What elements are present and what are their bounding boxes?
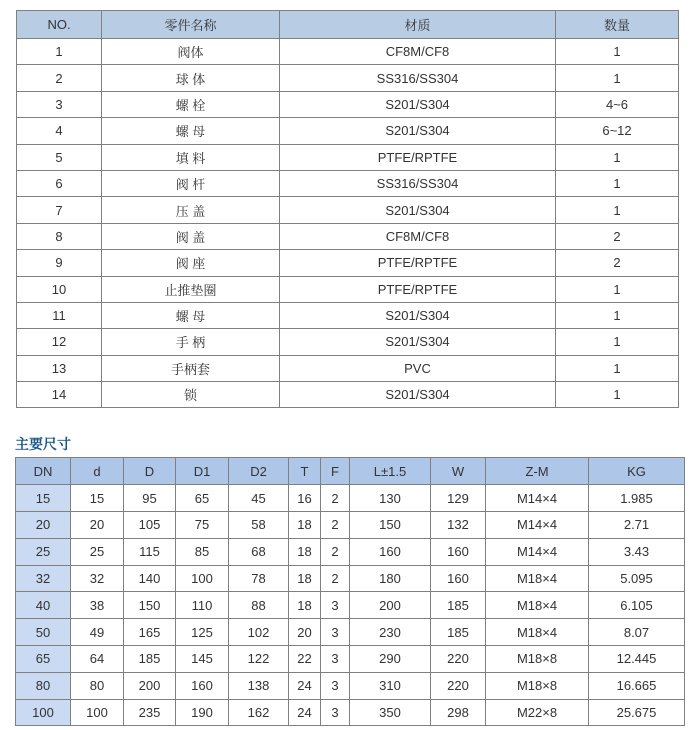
table-cell: 49 <box>71 619 124 646</box>
table-cell: 75 <box>176 512 229 539</box>
table-cell: 1 <box>556 302 679 328</box>
table-cell: 80 <box>16 672 71 699</box>
table-cell: 1 <box>556 197 679 223</box>
table-cell: 3 <box>321 699 350 726</box>
table-cell: 65 <box>176 485 229 512</box>
table-cell: 1 <box>556 382 679 408</box>
table-cell: 3 <box>321 672 350 699</box>
column-header: L±1.5 <box>350 458 431 485</box>
table-cell: 25 <box>16 538 71 565</box>
table-cell: 235 <box>124 699 176 726</box>
table-cell: 165 <box>124 619 176 646</box>
table-cell: 110 <box>176 592 229 619</box>
table-row <box>17 355 679 381</box>
table-row <box>16 619 685 646</box>
table-cell: 25 <box>71 538 124 565</box>
table-cell: 手柄套 <box>102 355 280 381</box>
table-cell: 230 <box>350 619 431 646</box>
table-cell: 2 <box>321 538 350 565</box>
table-cell: 2 <box>321 485 350 512</box>
table-cell: 螺 母 <box>102 302 280 328</box>
table-cell: 18 <box>289 592 321 619</box>
table-cell: 160 <box>431 538 486 565</box>
table-cell: 95 <box>124 485 176 512</box>
table-row <box>16 512 685 539</box>
table-cell: 122 <box>229 646 289 673</box>
column-header: NO. <box>17 11 102 39</box>
table-cell: 130 <box>350 485 431 512</box>
table-row <box>16 485 685 512</box>
table-cell: S201/S304 <box>280 329 556 355</box>
table-cell: 止推垫圈 <box>102 276 280 302</box>
table-cell: 20 <box>289 619 321 646</box>
table-cell: 310 <box>350 672 431 699</box>
table-cell: 15 <box>16 485 71 512</box>
table-cell: 1 <box>556 276 679 302</box>
table-cell: 115 <box>124 538 176 565</box>
column-header: D2 <box>229 458 289 485</box>
table-cell: PTFE/RPTFE <box>280 250 556 276</box>
table-cell: M14×4 <box>486 538 589 565</box>
table-cell: 190 <box>176 699 229 726</box>
table-cell: 16.665 <box>589 672 685 699</box>
dimensions-section-title: 主要尺寸 <box>15 436 71 453</box>
table-row <box>17 91 679 117</box>
table-cell: S201/S304 <box>280 302 556 328</box>
table-cell: 100 <box>71 699 124 726</box>
table-cell: 290 <box>350 646 431 673</box>
table-cell: 3 <box>17 91 102 117</box>
table-cell: 2.71 <box>589 512 685 539</box>
column-header: 材质 <box>280 11 556 39</box>
table-cell: M18×4 <box>486 565 589 592</box>
table-cell: 6~12 <box>556 118 679 144</box>
table-cell: 25.675 <box>589 699 685 726</box>
table-row <box>17 118 679 144</box>
table-cell: 螺 栓 <box>102 91 280 117</box>
table-cell: 填 料 <box>102 144 280 170</box>
dimensions-table-header-row <box>16 458 685 485</box>
table-cell: M18×8 <box>486 672 589 699</box>
table-cell: 1 <box>556 329 679 355</box>
table-row <box>17 329 679 355</box>
table-cell: S201/S304 <box>280 118 556 144</box>
table-cell: M22×8 <box>486 699 589 726</box>
table-cell: 5.095 <box>589 565 685 592</box>
table-cell: 24 <box>289 672 321 699</box>
table-row <box>17 170 679 196</box>
table-cell: 40 <box>16 592 71 619</box>
table-row <box>16 699 685 726</box>
table-cell: 200 <box>124 672 176 699</box>
table-cell: 15 <box>71 485 124 512</box>
table-cell: 129 <box>431 485 486 512</box>
table-row <box>16 672 685 699</box>
column-header: Z-M <box>486 458 589 485</box>
table-cell: 64 <box>71 646 124 673</box>
table-cell: M18×4 <box>486 592 589 619</box>
table-cell: S201/S304 <box>280 91 556 117</box>
table-cell: 螺 母 <box>102 118 280 144</box>
table-cell: 150 <box>124 592 176 619</box>
table-cell: 88 <box>229 592 289 619</box>
table-cell: 1 <box>556 170 679 196</box>
table-cell: 3 <box>321 619 350 646</box>
table-cell: 10 <box>17 276 102 302</box>
table-cell: 1 <box>556 65 679 91</box>
table-cell: 6.105 <box>589 592 685 619</box>
column-header: D1 <box>176 458 229 485</box>
table-cell: CF8M/CF8 <box>280 223 556 249</box>
table-cell: 1 <box>556 39 679 65</box>
table-cell: SS316/SS304 <box>280 65 556 91</box>
table-cell: S201/S304 <box>280 382 556 408</box>
table-cell: 32 <box>71 565 124 592</box>
table-cell: 12 <box>17 329 102 355</box>
table-cell: 9 <box>17 250 102 276</box>
table-cell: 132 <box>431 512 486 539</box>
table-cell: 65 <box>16 646 71 673</box>
table-cell: 200 <box>350 592 431 619</box>
table-cell: 298 <box>431 699 486 726</box>
table-cell: 1 <box>556 355 679 381</box>
table-cell: 58 <box>229 512 289 539</box>
table-cell: M18×8 <box>486 646 589 673</box>
table-cell: 45 <box>229 485 289 512</box>
table-row <box>17 144 679 170</box>
table-cell: 102 <box>229 619 289 646</box>
column-header: F <box>321 458 350 485</box>
table-cell: S201/S304 <box>280 197 556 223</box>
table-cell: 14 <box>17 382 102 408</box>
table-cell: 160 <box>350 538 431 565</box>
column-header: DN <box>16 458 71 485</box>
table-cell: 150 <box>350 512 431 539</box>
table-row <box>16 592 685 619</box>
table-cell: 80 <box>71 672 124 699</box>
table-cell: 2 <box>556 250 679 276</box>
dimensions-table-head <box>16 458 685 485</box>
table-cell: 185 <box>431 592 486 619</box>
column-header: 零件名称 <box>102 11 280 39</box>
table-row <box>17 250 679 276</box>
table-cell: 6 <box>17 170 102 196</box>
table-cell: 2 <box>321 565 350 592</box>
table-cell: 160 <box>431 565 486 592</box>
table-cell: PTFE/RPTFE <box>280 144 556 170</box>
table-cell: 3 <box>321 646 350 673</box>
parts-table-header-row <box>17 11 679 39</box>
table-cell: 100 <box>176 565 229 592</box>
table-cell: 140 <box>124 565 176 592</box>
table-cell: 18 <box>289 565 321 592</box>
table-cell: PTFE/RPTFE <box>280 276 556 302</box>
table-row <box>16 646 685 673</box>
table-cell: 1 <box>17 39 102 65</box>
table-cell: 50 <box>16 619 71 646</box>
table-cell: 4 <box>17 118 102 144</box>
table-cell: 160 <box>176 672 229 699</box>
table-cell: SS316/SS304 <box>280 170 556 196</box>
table-cell: 5 <box>17 144 102 170</box>
parts-table-head <box>17 11 679 39</box>
table-cell: 阀 盖 <box>102 223 280 249</box>
table-cell: 68 <box>229 538 289 565</box>
table-cell: 13 <box>17 355 102 381</box>
table-cell: 20 <box>16 512 71 539</box>
column-header: d <box>71 458 124 485</box>
table-cell: PVC <box>280 355 556 381</box>
table-cell: 16 <box>289 485 321 512</box>
table-cell: 18 <box>289 538 321 565</box>
table-cell: 阀体 <box>102 39 280 65</box>
table-row <box>16 538 685 565</box>
table-cell: 38 <box>71 592 124 619</box>
parts-table <box>16 10 679 408</box>
table-cell: 105 <box>124 512 176 539</box>
table-cell: 阀 座 <box>102 250 280 276</box>
table-cell: 1 <box>556 144 679 170</box>
table-cell: 220 <box>431 672 486 699</box>
table-cell: 185 <box>431 619 486 646</box>
table-cell: 350 <box>350 699 431 726</box>
table-row <box>17 197 679 223</box>
table-cell: M18×4 <box>486 619 589 646</box>
table-cell: 125 <box>176 619 229 646</box>
table-cell: 100 <box>16 699 71 726</box>
table-cell: 手 柄 <box>102 329 280 355</box>
table-cell: 11 <box>17 302 102 328</box>
table-cell: 2 <box>321 512 350 539</box>
dimensions-table <box>15 457 685 726</box>
table-cell: 阀 杆 <box>102 170 280 196</box>
table-cell: 180 <box>350 565 431 592</box>
table-row <box>17 302 679 328</box>
table-cell: 18 <box>289 512 321 539</box>
table-cell: 1.985 <box>589 485 685 512</box>
table-cell: 8 <box>17 223 102 249</box>
table-cell: 7 <box>17 197 102 223</box>
dimensions-table-body <box>16 485 685 726</box>
table-cell: 2 <box>17 65 102 91</box>
table-cell: 20 <box>71 512 124 539</box>
table-cell: M14×4 <box>486 512 589 539</box>
table-row <box>17 65 679 91</box>
table-cell: 12.445 <box>589 646 685 673</box>
table-cell: 85 <box>176 538 229 565</box>
table-cell: 185 <box>124 646 176 673</box>
table-cell: 3 <box>321 592 350 619</box>
table-cell: 2 <box>556 223 679 249</box>
table-row <box>17 223 679 249</box>
table-cell: 32 <box>16 565 71 592</box>
table-row <box>17 39 679 65</box>
table-cell: 8.07 <box>589 619 685 646</box>
table-cell: 球 体 <box>102 65 280 91</box>
table-cell: 压 盖 <box>102 197 280 223</box>
table-row <box>17 382 679 408</box>
parts-table-body <box>17 39 679 408</box>
table-row <box>17 276 679 302</box>
table-cell: 4~6 <box>556 91 679 117</box>
table-cell: 22 <box>289 646 321 673</box>
column-header: D <box>124 458 176 485</box>
table-cell: CF8M/CF8 <box>280 39 556 65</box>
column-header: KG <box>589 458 685 485</box>
table-cell: 24 <box>289 699 321 726</box>
table-cell: 145 <box>176 646 229 673</box>
table-cell: 162 <box>229 699 289 726</box>
table-cell: 220 <box>431 646 486 673</box>
table-cell: M14×4 <box>486 485 589 512</box>
table-cell: 78 <box>229 565 289 592</box>
table-cell: 3.43 <box>589 538 685 565</box>
column-header: W <box>431 458 486 485</box>
table-cell: 138 <box>229 672 289 699</box>
table-row <box>16 565 685 592</box>
column-header: T <box>289 458 321 485</box>
table-cell: 锁 <box>102 382 280 408</box>
column-header: 数量 <box>556 11 679 39</box>
